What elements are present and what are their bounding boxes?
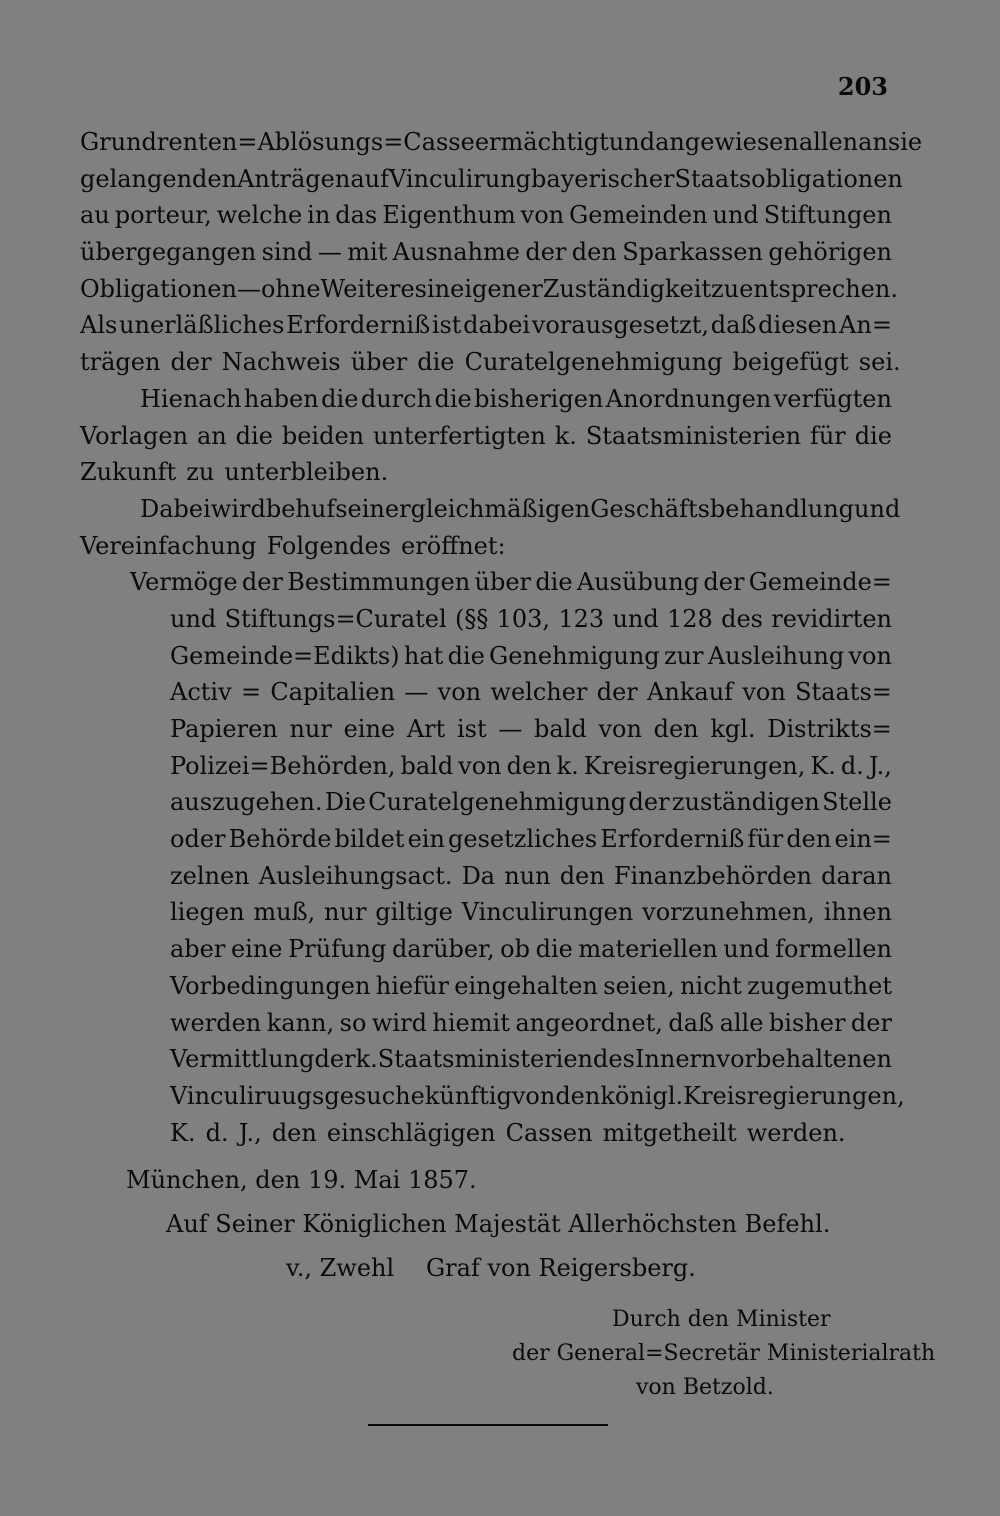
word: Anträgen — [237, 164, 351, 193]
word: und — [854, 494, 901, 523]
word: Vermittlung — [170, 1045, 315, 1074]
word: der — [241, 568, 283, 597]
word: bald — [534, 715, 587, 743]
word: zelnen — [170, 861, 250, 890]
word: zuständigen — [671, 788, 820, 817]
word: Bestimmungen — [287, 568, 471, 597]
word: Da — [461, 861, 496, 890]
word: und — [608, 128, 656, 156]
word: = — [240, 678, 262, 707]
word: von — [458, 751, 502, 780]
word: eigener — [450, 274, 543, 303]
word: Innern — [634, 1045, 717, 1074]
word: k. — [554, 421, 577, 450]
word: Gemeinden — [569, 201, 708, 230]
text-line — [80, 1041, 892, 1078]
text-line — [80, 454, 892, 491]
word: durch — [360, 384, 433, 413]
word: — — [404, 678, 429, 707]
text-line — [80, 711, 892, 748]
word: beigefügt — [732, 348, 849, 377]
word: allen — [798, 128, 859, 156]
word: und — [170, 604, 217, 633]
word: — — [498, 715, 523, 743]
word: unterbleiben. — [224, 458, 389, 487]
word: Obligationen — [80, 274, 237, 303]
word: Weiteres — [320, 274, 427, 303]
word: Gemeinde= — [748, 568, 892, 597]
text-line — [80, 821, 892, 858]
word: Vinculirung — [388, 164, 532, 193]
word: mit — [347, 238, 388, 267]
word: wird — [210, 494, 266, 523]
text-line — [80, 894, 892, 931]
word: revidirten — [771, 604, 892, 633]
word: und — [612, 604, 659, 633]
secretary-line-3: von Betzold. — [636, 1375, 774, 1400]
text-line — [80, 124, 923, 161]
word: Geschäftsbehandlung — [590, 494, 855, 523]
text-line — [80, 271, 898, 308]
word: Stelle — [822, 788, 892, 817]
word: ermächtigt — [474, 128, 609, 156]
word: so — [339, 1008, 367, 1037]
word: K. — [810, 751, 836, 780]
word: mitgetheilt — [602, 1118, 737, 1147]
word: k. — [355, 1045, 378, 1074]
word: vorzunehmen, — [642, 898, 815, 927]
word: haben — [243, 384, 319, 413]
word: Polizei=Behörden, — [170, 751, 396, 780]
word: die — [434, 384, 472, 413]
word: J., — [238, 1118, 262, 1147]
word: auszugehen. — [170, 788, 323, 817]
word: Erforderniß — [600, 825, 745, 854]
word: Curatelgenehmigung — [368, 788, 627, 817]
word: an — [196, 421, 227, 450]
word: ein — [407, 825, 445, 854]
word: Vermöge — [130, 568, 238, 597]
word: werden. — [746, 1118, 846, 1147]
word: über — [474, 568, 531, 597]
text-line — [80, 418, 892, 455]
text-line — [80, 858, 892, 895]
word: materiellen — [578, 935, 718, 964]
word: in — [426, 274, 451, 303]
word: welche — [216, 201, 303, 230]
word: gleichmäßigen — [410, 494, 591, 523]
word: Zukunft — [80, 458, 177, 487]
word: ihnen — [823, 898, 892, 927]
word: diesen — [758, 311, 838, 340]
word: bildet — [334, 825, 405, 854]
word: kgl. — [710, 715, 756, 743]
word: eine — [343, 715, 396, 743]
word: unerläßliches — [119, 311, 285, 340]
word: Hienach — [140, 384, 242, 413]
word: wird — [371, 1008, 427, 1037]
word: Als — [80, 311, 118, 340]
word: den — [555, 1081, 601, 1110]
word: oder — [170, 825, 226, 854]
word: der — [628, 788, 670, 817]
word: die — [447, 641, 485, 670]
word: Distrikts= — [767, 715, 892, 743]
word: ist — [431, 311, 462, 340]
word: Anordnungen — [605, 384, 772, 413]
word: die — [854, 421, 892, 450]
word: das — [335, 201, 378, 230]
text-line — [80, 307, 892, 344]
secretary-line-2: der General=Secretär Ministerialrath — [512, 1341, 936, 1366]
secretary-line-1: Durch den Minister — [612, 1307, 831, 1332]
word: muß, — [253, 898, 316, 927]
body-text — [80, 124, 923, 1151]
word: Curatelgenehmigung — [464, 348, 723, 377]
word: Stiftungs=Curatel — [224, 604, 447, 633]
word: (§§ — [454, 604, 489, 633]
word: von — [437, 678, 482, 707]
word: von — [520, 201, 565, 230]
word: Vinculirungen — [461, 898, 634, 927]
signatory-zwehl: v., Zwehl — [286, 1254, 395, 1282]
word: vorbehaltenen — [716, 1045, 892, 1074]
word: Ausleihungsact. — [258, 861, 453, 890]
word: den — [559, 861, 605, 890]
page-number: 203 — [837, 72, 888, 101]
word: au — [80, 201, 110, 230]
word: einschlägigen — [326, 1118, 496, 1147]
word: Ausnahme — [392, 238, 520, 267]
royal-command: Auf Seiner Königlichen Majestät Allerhöchsten Befehl. — [166, 1210, 831, 1238]
word: den — [653, 715, 699, 743]
word: hat — [403, 641, 444, 670]
word: sei. — [858, 348, 901, 377]
word: Genehmigung — [489, 641, 660, 670]
word: unterfertigten — [373, 421, 546, 450]
word: von — [598, 715, 642, 743]
word: nicht — [680, 971, 742, 1000]
word: zugemuthet — [747, 971, 892, 1000]
word: Staatsministerien — [377, 1045, 593, 1074]
word: und — [723, 935, 770, 964]
word: einer — [347, 494, 411, 523]
word: Kreisregierungen, — [583, 751, 806, 780]
word: Activ — [170, 678, 232, 707]
word: königl. — [600, 1081, 684, 1110]
word: bisher — [768, 1008, 846, 1037]
word: welcher — [490, 678, 588, 707]
word: die — [535, 568, 573, 597]
word: Gemeinde=Edikts) — [170, 641, 400, 670]
text-line — [80, 564, 892, 601]
word: von — [848, 641, 892, 670]
closing-rule — [368, 1424, 608, 1426]
word: 103, — [496, 604, 551, 633]
word: seien, — [603, 971, 675, 1000]
signatory-reigersberg: Graf von Reigersberg. — [426, 1254, 696, 1282]
text-line — [80, 1115, 892, 1152]
word: Zuständigkeit — [542, 274, 712, 303]
word: Staatsministerien — [585, 421, 802, 450]
word: bald — [400, 751, 454, 780]
word: die — [235, 421, 273, 450]
word: Stiftungen — [763, 201, 892, 230]
word: Vorlagen — [80, 421, 189, 450]
word: giltige — [375, 898, 453, 927]
word: der — [314, 1045, 356, 1074]
word: Grundrenten=Ablösungs=Casse — [80, 128, 475, 156]
word: formellen — [775, 935, 892, 964]
word: Ankauf — [647, 678, 734, 707]
word: hiefür — [375, 971, 449, 1000]
word: sie — [887, 128, 923, 156]
word: nun — [504, 861, 551, 890]
word: Prüfung — [288, 935, 387, 964]
text-line — [80, 344, 901, 381]
word: der — [525, 238, 567, 267]
word: von — [511, 1081, 556, 1110]
word: an — [858, 128, 888, 156]
word: Vereinfachung — [80, 531, 257, 560]
word: bisherigen — [474, 384, 604, 413]
word: Nachweis — [221, 348, 341, 377]
word: darüber, — [391, 935, 495, 964]
text-line — [80, 968, 892, 1005]
word: k. — [556, 751, 579, 780]
text-line — [80, 197, 892, 234]
word: der — [703, 568, 745, 597]
text-line — [80, 748, 892, 785]
word: und — [712, 201, 759, 230]
word: zur — [663, 641, 704, 670]
text-line — [80, 491, 901, 528]
word: die — [417, 348, 455, 377]
word: Behörde — [228, 825, 332, 854]
word: Cassen — [505, 1118, 593, 1147]
text-line — [80, 528, 892, 565]
word: Folgendes — [266, 531, 391, 560]
word: gehörigen — [768, 238, 892, 267]
word: verfügten — [773, 384, 892, 413]
word: Die — [324, 788, 366, 817]
word: gelangenden — [80, 164, 238, 193]
word: des — [721, 604, 763, 633]
word: Vorbedingungen — [170, 971, 371, 1000]
word: ein= — [834, 825, 892, 854]
word: übergegangen — [80, 238, 257, 267]
word: trägen — [80, 348, 161, 377]
word: Kreisregierungen, — [683, 1081, 905, 1110]
word: Papieren — [170, 715, 278, 743]
word: An= — [839, 311, 892, 340]
text-line — [80, 638, 892, 675]
word: Vinculiruugsgesuche — [170, 1081, 425, 1110]
word: entsprechen. — [739, 274, 898, 303]
text-line — [80, 601, 892, 638]
text-line — [80, 161, 903, 198]
word: Dabei — [140, 494, 211, 523]
word: beiden — [281, 421, 365, 450]
word: gesetzliches — [448, 825, 598, 854]
word: Staatsobligationen — [674, 164, 903, 193]
word: den — [271, 1118, 317, 1147]
word: über — [350, 348, 408, 377]
word: liegen — [170, 898, 245, 927]
text-line — [80, 381, 892, 418]
word: bayerischer — [531, 164, 675, 193]
word: hiemit — [432, 1008, 510, 1037]
word: dabei — [463, 311, 531, 340]
word: die — [535, 935, 573, 964]
word: ist — [456, 715, 487, 743]
text-line — [80, 674, 892, 711]
word: der — [850, 1008, 892, 1037]
text-line — [80, 234, 892, 271]
word: daß — [668, 1008, 715, 1037]
word: den — [786, 825, 832, 854]
word: nur — [324, 898, 367, 927]
word: den — [506, 751, 552, 780]
word: in — [307, 201, 331, 230]
word: Ausübung — [576, 568, 700, 597]
word: vorausgesetzt, — [531, 311, 709, 340]
word: d. — [205, 1118, 229, 1147]
word: der — [170, 348, 212, 377]
word: kann, — [266, 1008, 335, 1037]
word: angewiesen — [655, 128, 799, 156]
word: Erforderniß — [286, 311, 431, 340]
word: eingehalten — [454, 971, 598, 1000]
word: sind — [261, 238, 313, 267]
word: daß — [710, 311, 757, 340]
word: zu — [186, 458, 215, 487]
word: 128 — [667, 604, 713, 633]
word: den — [571, 238, 617, 267]
word: J., — [868, 751, 892, 780]
text-line — [80, 1005, 892, 1042]
word: Art — [406, 715, 446, 743]
word: nur — [289, 715, 332, 743]
word: Sparkassen — [622, 238, 763, 267]
text-line — [80, 784, 892, 821]
word: eine — [230, 935, 283, 964]
word: porteur, — [114, 201, 212, 230]
word: werden — [170, 1008, 262, 1037]
word: Finanzbehörden — [613, 861, 812, 890]
word: Staats= — [795, 678, 892, 707]
word: auf — [350, 164, 389, 193]
word: aber — [170, 935, 226, 964]
text-line — [80, 1078, 905, 1115]
word: Ausleihung — [707, 641, 845, 670]
word: alle — [719, 1008, 764, 1037]
word: ob — [500, 935, 530, 964]
place-date: München, den 19. Mai 1857. — [126, 1166, 477, 1194]
word: künftig — [424, 1081, 512, 1110]
word: für — [747, 825, 784, 854]
word: daran — [821, 861, 892, 890]
word: des — [593, 1045, 635, 1074]
word: 123 — [558, 604, 605, 633]
text-line — [80, 931, 892, 968]
word: — — [236, 274, 261, 303]
word: zu — [711, 274, 740, 303]
word: ohne — [260, 274, 321, 303]
word: — — [317, 238, 342, 267]
word: eröffnet: — [401, 531, 506, 560]
word: d. — [840, 751, 864, 780]
word: der — [596, 678, 638, 707]
word: Capitalien — [270, 678, 396, 707]
word: für — [809, 421, 846, 450]
word: von — [742, 678, 786, 707]
word: K. — [170, 1118, 196, 1147]
word: die — [321, 384, 359, 413]
word: angeordnet, — [515, 1008, 663, 1037]
word: Eigenthum — [382, 201, 516, 230]
word: behufs — [265, 494, 348, 523]
